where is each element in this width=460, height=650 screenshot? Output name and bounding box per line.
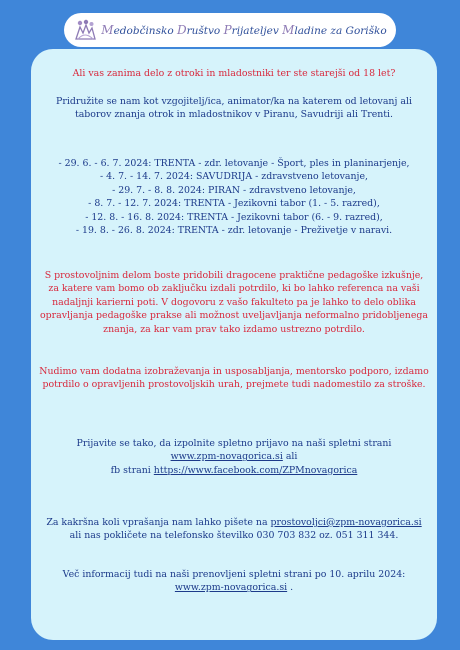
org-name-word: ladine [294,25,331,37]
contact-prefix-text: Za kakršna koli vprašanja nam lahko pišete na [46,517,271,528]
org-name-initial: M [282,23,295,37]
more-info-paragraph [39,568,429,595]
schedule-item: - 29. 6. - 6. 7. 2024: TRENTA - zdr. letovanje - Šport, ples in planinarjenje, [58,158,410,169]
fb-prefix-text: fb strani [110,464,154,476]
more-info-text: Več informacij tudi na naši prenovljeni spletni strani po 10. aprilu 2024: [62,569,406,580]
offer-paragraph: Nudimo vam dodatna izobraževanja in usposabljanja, mentorsko podporo, izdamo potrdilo o opravljenih prostovoljskih urah, prejmete tudi nadomestilo za stroške. [39,366,429,391]
invite-paragraph: Pridružite se nam kot vzgojitelj/ica, animator/ka na katerem od letovanj ali taborov znanja otrok in mladostnikov v Piranu, Savudriji ali Trenti. [56,96,412,121]
apply-fb-line [39,464,429,477]
experience-paragraph: S prostovoljnim delom boste pridobili dragocene praktične pedagoške izkušnje, za katere vam bomo ob zaključku izdali potrdilo, ki bo lahko referenca na vaši nadaljnji karierni poti. V dogovoru z vašo fakulteto pa je lahko to delo oblika opravljanja pedagoške prakse ali možnost uveljavljanja neformalno pridobljenega znanja, za kar vam prav tako izdamo ustrezno potrdilo. [40,270,428,335]
org-name-initial: P [223,23,232,37]
intro-question: Ali vas zanima delo z otroki in mladostniki ter ste starejši od 18 let? [72,68,396,79]
email-link[interactable]: prostovoljci@zpm-novagorica.si [270,517,422,528]
facebook-link[interactable]: https://www.facebook.com/ZPMnovagorica [153,464,358,476]
schedule-item: - 4. 7. - 14. 7. 2024: SAVUDRIJA - zdravstveno letovanje, [100,171,368,183]
silhouette-figures-logo [73,19,97,41]
organization-name [101,23,386,37]
org-name-word: rijateljev [231,25,283,37]
apply-website-line [39,450,429,463]
org-name-initial: D [176,23,187,37]
contact-paragraph [39,516,429,543]
contact-phone-line: ali nas pokličete na telefonsko številko 030 703 832 oz. 051 311 344. [69,530,399,542]
org-name-word: edobčinsko [113,25,177,37]
org-name-word: za Goriško [330,25,387,37]
org-name-initial: M [101,23,114,37]
header-banner [64,13,396,47]
website-link[interactable]: www.zpm-novagorica.si [170,451,283,463]
contact-email-line [39,516,429,529]
schedule-item: - 29. 7. - 8. 8. 2024: PIRAN - zdravstveno letovanje, [112,184,356,196]
schedule-item: - 8. 7. - 12. 7. 2024: TRENTA - Jezikovni tabor (1. - 5. razred), [88,198,380,210]
content-card [31,49,437,640]
apply-or-text: ali [282,451,298,463]
more-info-website-line [39,581,429,594]
apply-paragraph [39,437,429,477]
org-name-word: ruštvo [186,25,224,37]
more-info-suffix: . [287,582,294,594]
schedule-item: - 19. 8. - 26. 8. 2024: TRENTA - zdr. letovanje - Preživetje v naravi. [75,225,393,237]
website-link-new[interactable]: www.zpm-novagorica.si [174,582,288,594]
schedule-list [39,157,429,237]
apply-text: Prijavite se tako, da izpolnite spletno prijavo na naši spletni strani [76,438,392,449]
schedule-item: - 12. 8. - 16. 8. 2024: TRENTA - Jezikovni tabor (6. - 9. razred), [85,211,383,223]
